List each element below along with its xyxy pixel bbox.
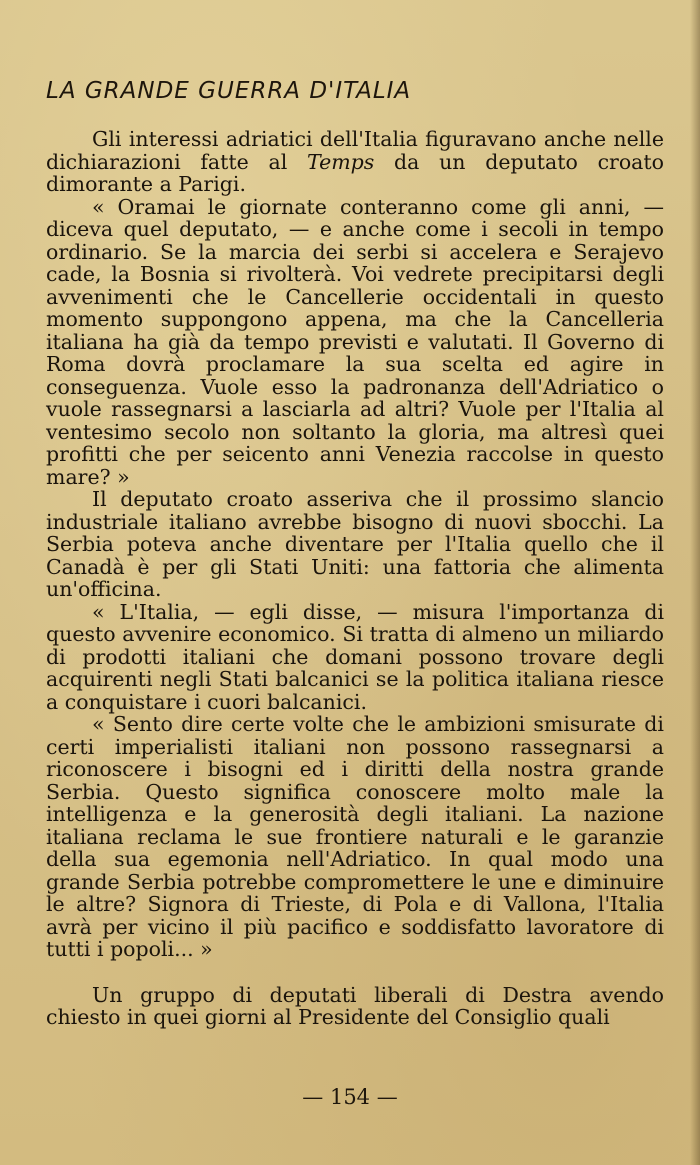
paragraph-quote-1: « Oramai le giornate conteranno come gli anni, — diceva quel deputato, — e anche come i secoli in tempo ordinario. Se la marcia dei serbi si accelera e Serajevo cade, la Bosnia si rivolterà. Voi vedrete precipitarsi degli avvenimenti che le Cancellerie occidentali in questo momento suppongono appena, ma che la Cancelleria italiana ha già da tempo previsti e valutati. Il Governo di Roma dovrà proclamare la sua scelta ed agire in conseguenza. Vuole esso la padronanza dell'Adriatico o vuole rassegnarsi a lasciarla ad altri? Vuole per l'Italia al ventesimo secolo non soltanto la gloria, ma altresì quei profitti che per seicento anni Venezia raccolse in questo mare? » <box>46 194 664 489</box>
paragraph-group: Un gruppo di deputati liberali di Destra avendo chiesto in quei giorni al Presidente del Consiglio quali <box>46 982 664 1029</box>
paragraph-intro: Gli interessi adriatici dell'Italia figuravano anche nelle dichiarazioni fatte al Temps da un deputato croato dimorante a Parigi. <box>46 127 664 196</box>
paragraph-quote-3: « Sento dire certe volte che le ambizioni smisurate di certi imperialisti italiani non possono rassegnarsi a riconoscere i bisogni ed i diritti della nostra grande Serbia. Questo significa conoscere molto male la intelligenza e la generosità degli italiani. La nazione italiana reclama le sue frontiere naturali e le garanzie della sua egemonia nell'Adriatico. In qual modo una grande Serbia potrebbe compromettere le une e diminuire le altre? Signora di Trieste, di Pola e di Vallona, l'Italia avrà per vicino il più pacifico e soddisfatto lavoratore di tutti i popoli... » <box>46 712 664 961</box>
page-edge-shadow <box>690 0 700 1165</box>
paragraph-deputy: Il deputato croato asseriva che il prossimo slancio industriale italiano avrebbe bisogno di nuovi sbocchi. La Serbia poteva anche diventare per l'Italia quello che il Canadà è per gli Stati Uniti: una fattoria che alimenta un'officina. <box>46 487 664 601</box>
body-text <box>46 128 664 1029</box>
page-number: — 154 — <box>302 1085 398 1109</box>
newspaper-title: Temps <box>307 149 375 174</box>
paragraph-quote-2: « L'Italia, — egli disse, — misura l'importanza di questo avvenire economico. Si tratta di almeno un miliardo di prodotti italiani che domani possono trovare degli acquirenti negli Stati balcanici se la politica italiana riesce a conquistare i cuori balcanici. <box>46 599 664 714</box>
running-head: LA GRANDE GUERRA D'ITALIA <box>46 78 412 104</box>
